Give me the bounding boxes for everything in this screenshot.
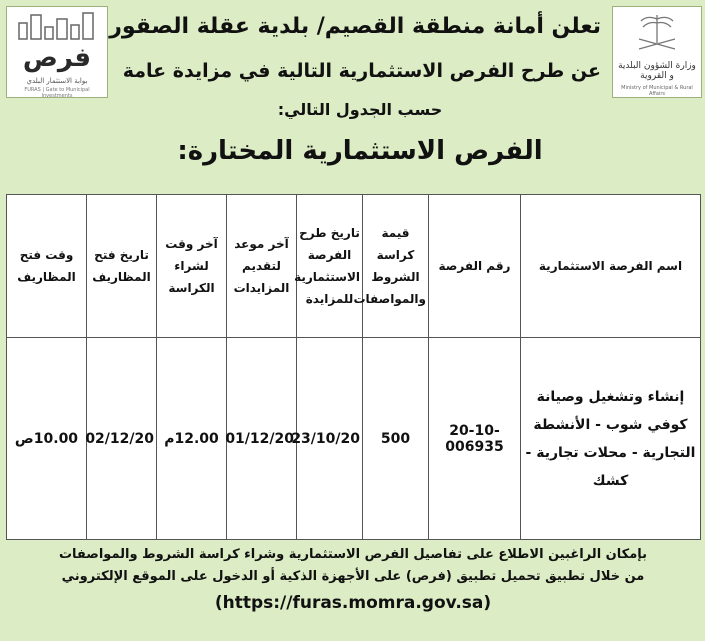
palm-swords-emblem-icon bbox=[613, 9, 701, 61]
header-number: رقم الفرصة bbox=[429, 195, 521, 338]
header-deadline: آخر موعد لتقديم المزايدات bbox=[227, 195, 297, 338]
furas-logo bbox=[6, 6, 108, 98]
ministry-logo-text-en: Ministry of Municipal & Rural Affairs bbox=[621, 85, 693, 97]
cell-name: إنشاء وتشغيل وصيانة كوفي شوب - الأنشطة التجارية - محلات تجارية - كشك bbox=[521, 338, 701, 540]
cell-price: 500 bbox=[363, 338, 429, 540]
table-row bbox=[7, 338, 701, 540]
footer-line-2: من خلال تطبيق تحميل تطبيق (فرص) على الأجهزة الذكية أو الدخول على الموقع الإلكتروني bbox=[61, 569, 645, 584]
footer-url: (https://furas.momra.gov.sa) bbox=[214, 593, 492, 613]
opportunities-table bbox=[6, 194, 701, 540]
footer-line-1: بإمكان الراغبين الاطلاع على تفاصيل الفرص الاستثمارية وشراء كراسة الشروط والمواصفات bbox=[58, 547, 648, 562]
skyline-icon bbox=[7, 9, 107, 45]
section-title: الفرص الاستثمارية المختارة: bbox=[177, 136, 543, 166]
table-header-row bbox=[7, 195, 701, 338]
furas-logo-subtitle-en: FURAS | Gate to Municipal Investments bbox=[24, 87, 90, 99]
cell-offer-date: 23/10/20 bbox=[297, 338, 363, 540]
cell-deadline: 01/12/20 bbox=[227, 338, 297, 540]
furas-logo-word: فرص bbox=[22, 43, 92, 73]
header-offer-date: تاريخ طرح الفرصة الاستثمارية للمزايدة bbox=[297, 195, 363, 338]
headline-announcement: تعلن أمانة منطقة القصيم/ بلدية عقلة الصقور bbox=[109, 14, 601, 39]
ministry-logo bbox=[612, 6, 702, 98]
header-name: اسم الفرصة الاستثمارية bbox=[521, 195, 701, 338]
cell-purchase-time: 12.00م bbox=[157, 338, 227, 540]
header-price: قيمة كراسة الشروط والمواصفات bbox=[363, 195, 429, 338]
header-open-date: تاريخ فتح المظاريف bbox=[87, 195, 157, 338]
ministry-logo-text: وزارة الشؤون البلدية و القروية bbox=[618, 61, 696, 81]
headline-schedule-note: حسب الجدول التالي: bbox=[277, 100, 443, 119]
footer bbox=[6, 544, 700, 618]
furas-logo-subtitle: بوابة الاستثمار البلدي bbox=[26, 77, 88, 85]
cell-open-time: 10.00ص bbox=[7, 338, 87, 540]
cell-number: 20-10-006935 bbox=[429, 338, 521, 540]
headline-subtitle: عن طرح الفرص الاستثمارية التالية في مزايدة عامة bbox=[122, 60, 601, 82]
header-purchase-time: آخر وقت لشراء الكراسة bbox=[157, 195, 227, 338]
header bbox=[0, 0, 705, 192]
header-open-time: وقت فتح المظاريف bbox=[7, 195, 87, 338]
cell-open-date: 02/12/20 bbox=[87, 338, 157, 540]
